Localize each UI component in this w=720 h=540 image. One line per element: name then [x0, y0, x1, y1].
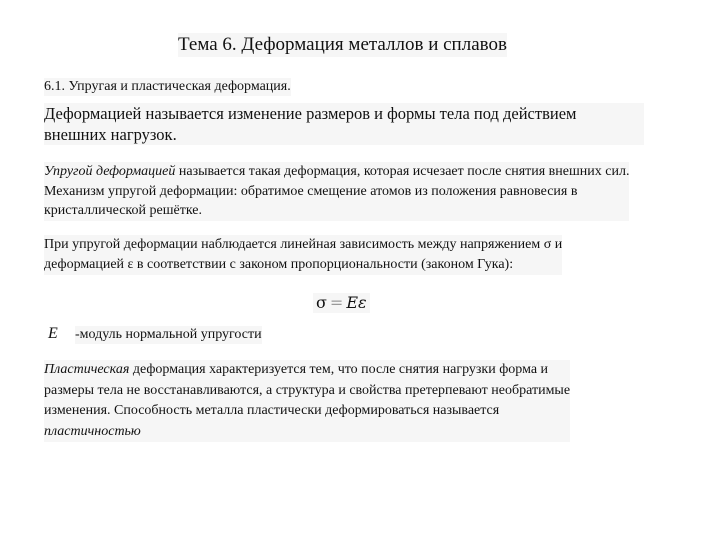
plasticity-term: пластичностью [44, 423, 141, 439]
definition-paragraph [44, 103, 644, 145]
plastic-line-1 [44, 360, 570, 381]
definition-line: внешних нагрузок. [44, 125, 177, 144]
formula-e: E [346, 293, 359, 312]
elastic-line-1-text: называется такая деформация, которая исчезает после снятия внешних сил. [175, 164, 630, 179]
plastic-line-3: изменения. Способность металла пластически деформироваться называется [44, 403, 500, 418]
definition-line: Деформацией называется изменение размеров и формы тела под действием [44, 104, 577, 123]
plastic-term: Пластическая [44, 362, 130, 377]
plastic-line-4 [44, 422, 570, 443]
modulus-symbol: E [48, 325, 58, 342]
formula-sigma: σ [316, 293, 327, 312]
elastic-line-3: кристаллической решётке. [44, 203, 202, 218]
elastic-deformation-paragraph [44, 162, 629, 221]
elastic-line-2: Механизм упругой деформации: обратимое смещение атомов из положения равновесия в [44, 183, 578, 199]
hooke-formula [313, 293, 370, 313]
section-heading: 6.1. Упругая и пластическая деформация. [44, 79, 291, 94]
hooke-line-2: деформацией ε в соответствии с законом пропорциональности (законом Гука): [44, 257, 514, 272]
plastic-line-1-text: деформация характеризуется тем, что после снятия нагрузки форма и [129, 362, 549, 377]
page-title: Тема 6. Деформация металлов и сплавов [178, 34, 507, 55]
formula-epsilon: ε [358, 293, 367, 312]
formula-equals: = [329, 293, 344, 312]
hooke-line-1: При упругой деформации наблюдается линейная зависимость между напряжением σ и [44, 237, 563, 252]
modulus-description: -модуль нормальной упругости [75, 327, 262, 342]
hooke-law-paragraph [44, 235, 562, 275]
plastic-deformation-paragraph [44, 360, 570, 442]
plastic-line-2: размеры тела не восстанавливаются, а структура и свойства претерпевают необратимые [44, 382, 571, 398]
elastic-line-1 [44, 162, 629, 182]
elastic-term: Упругой деформацией [44, 164, 176, 179]
